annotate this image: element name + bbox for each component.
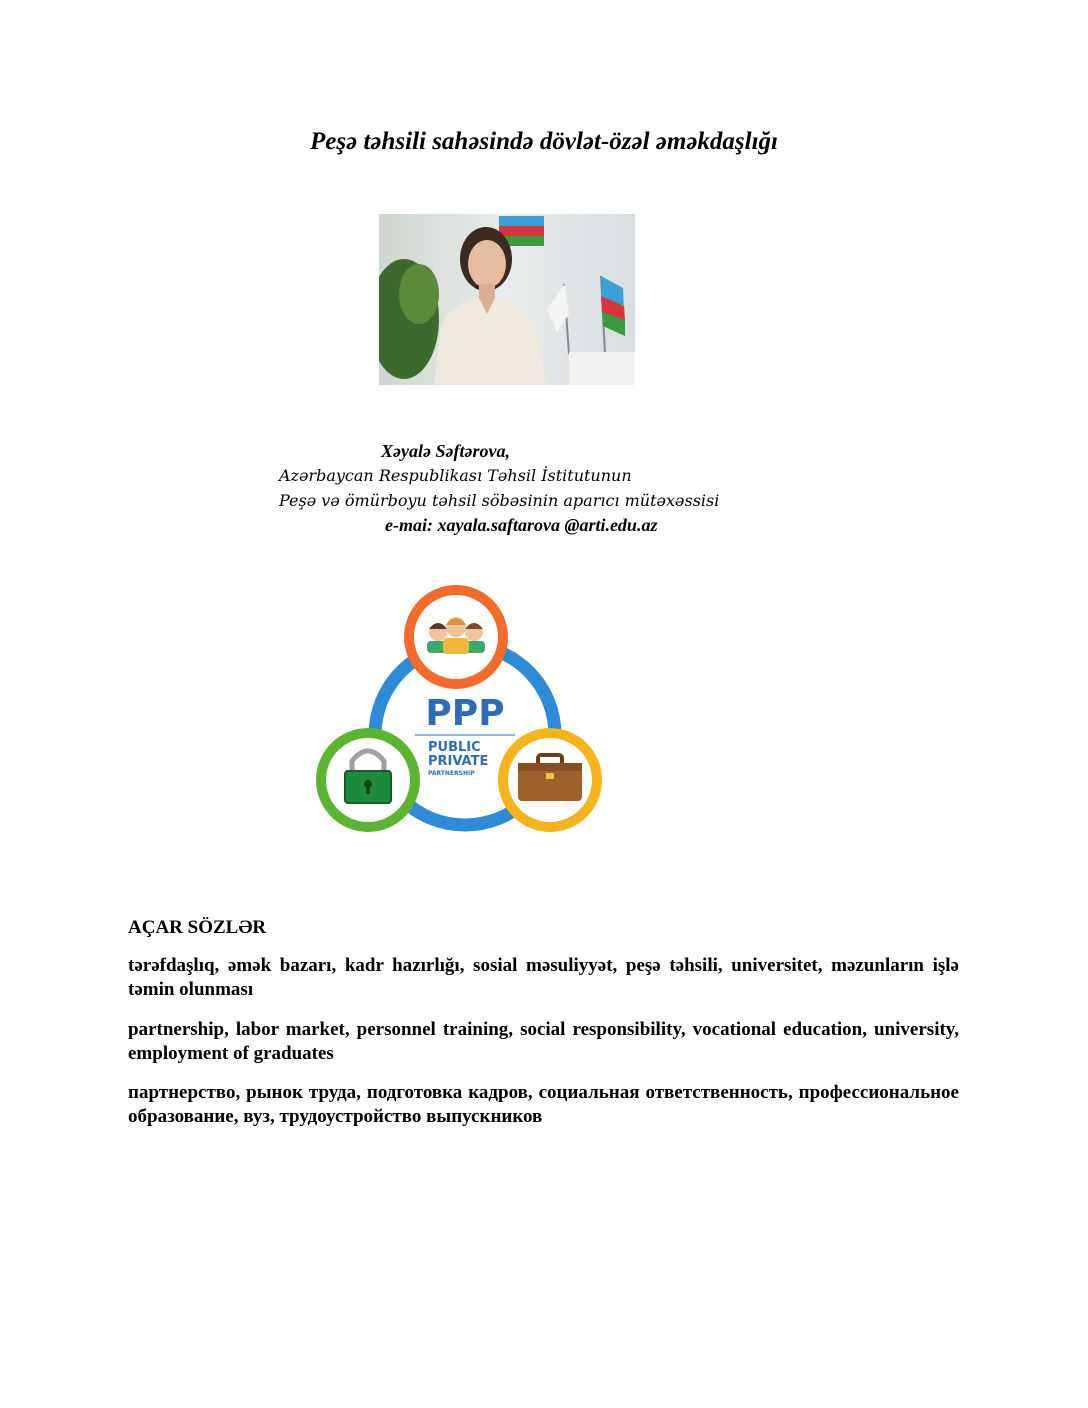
article-title: Peşə təhsili sahəsində dövlət-özəl əməkdaşlığı [310, 128, 778, 155]
author-photo [379, 214, 635, 385]
keywords-az: tərəfdaşlıq, əmək bazarı, kadr hazırlığı, sosial məsuliyyət, peşə təhsili, universitet, məzunların işlə təmin olunması [128, 955, 959, 1000]
ppp-logo [300, 575, 630, 860]
author-name: Xəyalə Səftərova, [381, 441, 510, 461]
ppp-line1: PUBLIC [428, 740, 481, 755]
keywords-heading: AÇAR SÖZLƏR [128, 917, 267, 938]
ppp-acronym: PPP [425, 693, 505, 734]
author-email: e-mai: xayala.saftarova @arti.edu.az [385, 515, 658, 535]
keywords-en: partnership, labor market, personnel training, social responsibility, vocational education, university, employment of graduates [128, 1019, 959, 1064]
author-position: Peşə və ömürboyu təhsil söbəsinin aparıcı mütəxəssisi [279, 491, 720, 510]
ppp-line2: PRIVATE [428, 754, 489, 769]
author-institution: Azərbaycan Respublikası Təhsil İstitutunun [279, 466, 632, 485]
ppp-line3: PARTNERSHIP [428, 770, 475, 777]
keywords-ru: партнерство, рынок труда, подготовка кадров, социальная ответственность, профессиональное образование, вуз, трудоустройство выпускников [128, 1082, 959, 1127]
